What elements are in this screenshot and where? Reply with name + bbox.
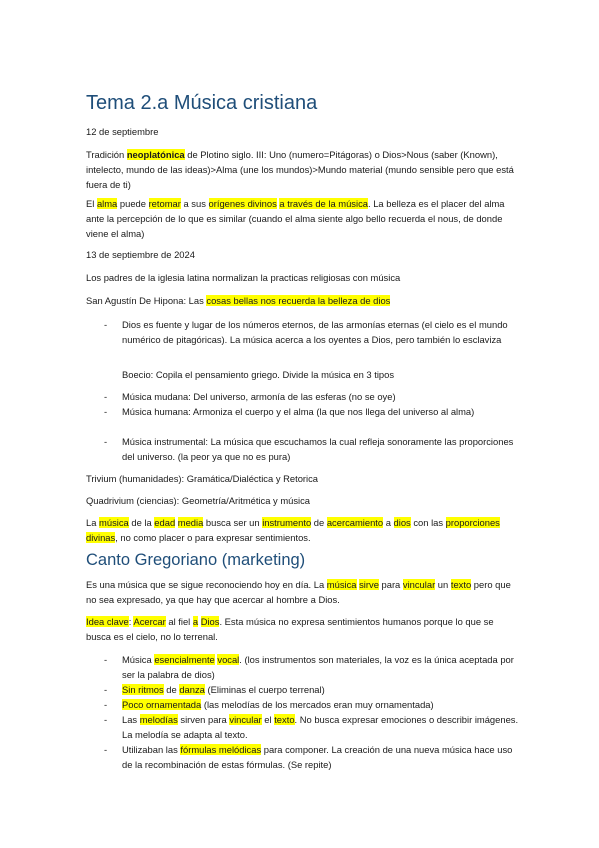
paragraph-canto-intro: Es una música que se sigue reconociendo hoy en día. La música sirve para vincular un texto pero que no sea expresado, ya que hay que acercar al hombre a Dios. (86, 579, 511, 606)
bullet-marker: - (104, 391, 108, 402)
paragraph-trivium: Trivium (humanidades): Gramática/Dialéctica y Retorica (86, 473, 319, 484)
list-item-dios: Dios es fuente y lugar de los números eternos, de las armonías eternas (el cielo es el mundo numérico de pitagóricas). La música acerca a los oyentes a Dios, pero también lo esclaviza (122, 319, 508, 346)
bullet-marker: - (104, 699, 108, 710)
list-item-ornamentada: Poco ornamentada (las melodías de los mercados eran muy ornamentada) (122, 699, 434, 710)
list-item-ritmos: Sin ritmos de danza (Eliminas el cuerpo terrenal) (122, 684, 325, 695)
section-heading: Canto Gregoriano (marketing) (86, 551, 306, 569)
list-item-melodias: Las melodías sirven para vincular el texto. No busca expresar emociones o describir imágenes. La melodía se adapta al texto. (122, 714, 519, 741)
bullet-marker: - (104, 436, 108, 447)
date-heading-1: 12 de septiembre (86, 126, 159, 137)
bullet-marker: - (104, 406, 108, 417)
bullet-marker: - (104, 654, 108, 665)
paragraph-alma: El alma puede retomar a sus orígenes divinos a través de la música. La belleza es el placer del alma ante la percepción de lo que es similar (cuando el alma siente algo bello recuerda el nous, de donde viene el alma) (86, 198, 505, 240)
list-item-mudana: Música mudana: Del universo, armonía de las esferas (no se oye) (122, 391, 396, 402)
bullet-marker: - (104, 714, 108, 725)
page-title: Tema 2.a Música cristiana (86, 92, 318, 114)
paragraph-quadrivium: Quadrivium (ciencias): Geometría/Aritmética y música (86, 495, 311, 506)
paragraph-idea-clave: Idea clave: Acercar al fiel a Dios. Esta música no expresa sentimientos humanos porque lo que se busca es el cielo, no lo terrenal. (86, 616, 494, 643)
paragraph-agustin: San Agustín De Hipona: Las cosas bellas nos recuerda la belleza de dios (86, 295, 391, 306)
list-item-vocal: Música esencialmente vocal. (los instrumentos son materiales, la voz es la única aceptada por ser la palabra de dios) (122, 654, 514, 681)
paragraph-padres: Los padres de la iglesia latina normalizan la practicas religiosas con música (86, 272, 401, 283)
paragraph-boecio: Boecio: Copila el pensamiento griego. Divide la música en 3 tipos (122, 369, 395, 380)
date-heading-2: 13 de septiembre de 2024 (86, 249, 195, 260)
bullet-marker: - (104, 319, 108, 330)
bullet-marker: - (104, 684, 108, 695)
paragraph-tradicion: Tradición neoplatónica de Plotino siglo. III: Uno (numero=Pitágoras) o Dios>Nous (saber (Known), intelecto, mundo de las ideas)>Alma (une los mundos)>Mundo material (mundo sensible pero que está fuera de ti) (86, 149, 514, 191)
list-item-humana: Música humana: Armoniza el cuerpo y el alma (la que nos llega del universo al alma) (122, 406, 475, 417)
paragraph-edad-media: La música de la edad media busca ser un instrumento de acercamiento a dios con las proporciones divinas, no como placer o para expresar sentimientos. (86, 517, 500, 544)
list-item-formulas: Utilizaban las fórmulas melódicas para componer. La creación de una nueva música hace uso de la recombinación de estas fórmulas. (Se repite) (122, 744, 513, 771)
list-item-instrumental: Música instrumental: La música que escuchamos la cual refleja sonoramente las proporciones del universo. (la peor ya que no es pura) (122, 436, 514, 463)
bullet-marker: - (104, 744, 108, 755)
